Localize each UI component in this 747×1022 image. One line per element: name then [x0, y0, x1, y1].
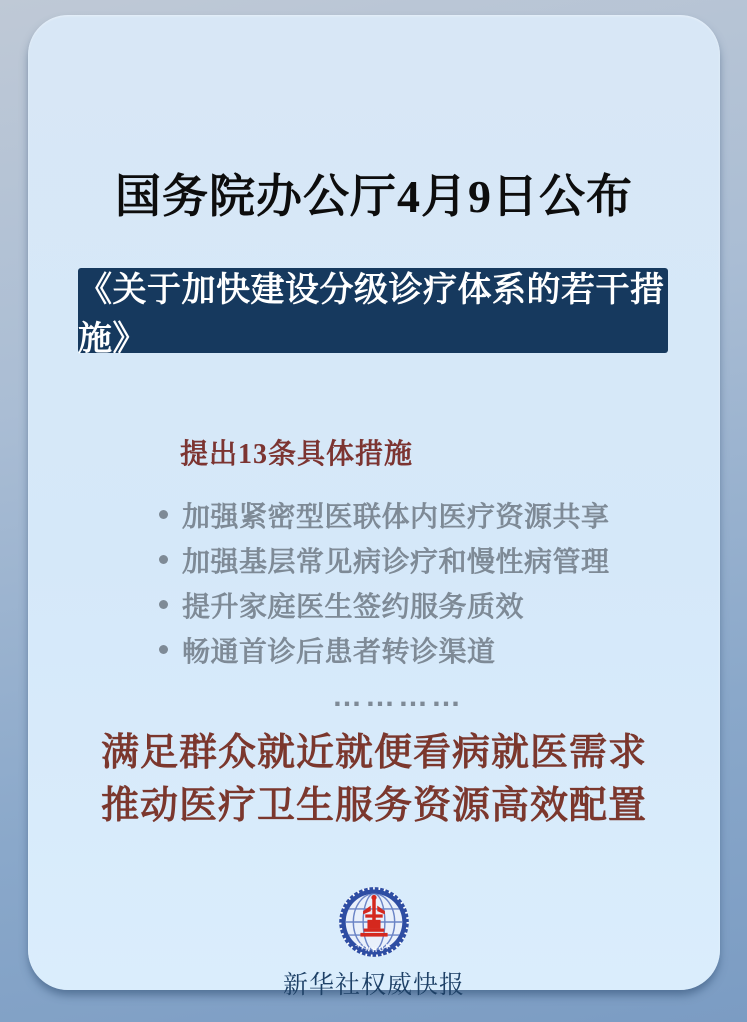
bullet-icon: [159, 645, 168, 654]
list-item-text: 畅通首诊后患者转诊渠道: [182, 635, 496, 667]
bullet-icon: [159, 510, 168, 519]
list-item: [155, 582, 641, 627]
xinhua-logo-text: XINHUA: [353, 941, 395, 955]
highlight-line: 满足群众就近就便看病就医需求: [100, 732, 647, 774]
list-item: [155, 492, 641, 537]
poster-title: 国务院办公厅4月9日公布: [115, 171, 633, 222]
policy-banner-text: 《关于加快建设分级诊疗体系的若干措施》: [78, 270, 665, 358]
footer: [28, 885, 720, 1001]
highlight-line: 推动医疗卫生服务资源高效配置: [100, 785, 647, 827]
list-item: [155, 627, 641, 672]
poster-card: [28, 15, 720, 999]
highlight-message: [28, 727, 720, 833]
source-label: 新华社权威快报: [282, 971, 465, 999]
measures-list: [155, 492, 641, 714]
measures-subtitle: 提出13条具体措施: [180, 439, 414, 470]
list-item-text: 加强紧密型医联体内医疗资源共享: [182, 500, 610, 532]
list-item-text: 提升家庭医生签约服务质效: [182, 590, 525, 622]
list-item-text: 加强基层常见病诊疗和慢性病管理: [182, 545, 610, 577]
ellipsis-more: …………: [332, 680, 464, 713]
list-item: [155, 537, 641, 582]
bullet-icon: [159, 555, 168, 564]
policy-banner: [78, 268, 668, 358]
xinhua-logo-icon: [337, 885, 411, 959]
bullet-icon: [159, 600, 168, 609]
